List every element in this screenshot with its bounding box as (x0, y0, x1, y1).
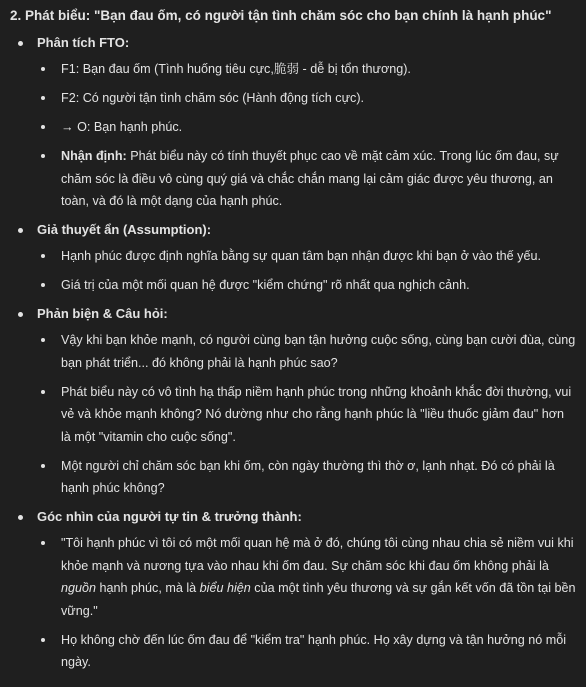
list-item (37, 274, 576, 297)
sub-list (37, 532, 576, 674)
item-text: Vậy khi bạn khỏe mạnh, có người cùng bạn tận hưởng cuộc sống, cùng bạn cười đùa, cùng bạn phát triển... đó không phải là hạnh phúc sao? (61, 333, 576, 370)
list-item (37, 629, 576, 674)
section-critique (10, 303, 576, 500)
item-text: Phát biểu này có tính thuyết phục cao về mặt cảm xúc. Trong lúc ốm đau, sự chăm sóc là điều vô cùng quý giá và chắc chắn mang lại cảm giác được yêu thương, an toàn, và đó là một dạng của hạnh phúc. (61, 149, 559, 208)
item-text: Hạnh phúc được định nghĩa bằng sự quan tâm bạn nhận được khi bạn ở vào thế yếu. (61, 249, 541, 263)
list-item (37, 116, 576, 139)
list-item (37, 455, 576, 500)
sub-list (37, 245, 576, 297)
section-mature-perspective (10, 506, 576, 674)
section-assumption (10, 219, 576, 297)
list-item (37, 532, 576, 622)
list-item (37, 145, 576, 213)
quote-text: của một tình yêu thương và sự gắn kết vốn đã tồn tại bền vững." (61, 581, 576, 618)
quote-text: hạnh phúc, mà là (96, 581, 200, 595)
list-item (37, 58, 576, 81)
item-text: → O: Bạn hạnh phúc. (61, 120, 183, 134)
item-text: Một người chỉ chăm sóc bạn khi ốm, còn ngày thường thì thờ ơ, lạnh nhạt. Đó có phải là hạnh phúc không? (61, 458, 555, 495)
sub-list (37, 329, 576, 500)
quote-emphasis: nguồn (61, 581, 97, 595)
section-heading: 2. Phát biểu: "Bạn đau ốm, có người tận tình chăm sóc cho bạn chính là hạnh phúc" (10, 8, 552, 23)
item-text: Họ không chờ đến lúc ốm đau để "kiểm tra" hạnh phúc. Họ xây dựng và tận hưởng nó mỗi ngày. (61, 632, 567, 669)
quote-text: "Tôi hạnh phúc vì tôi có một mối quan hệ mà ở đó, chúng tôi cùng nhau chia sẻ niềm vui khi khỏe mạnh và nương tựa vào nhau khi ốm đau. Sự chăm sóc khi đau ốm không phải là (61, 536, 574, 573)
main-list (10, 32, 576, 674)
section-title: Phân tích FTO: (37, 35, 130, 50)
sub-list (37, 58, 576, 213)
section-title: Góc nhìn của người tự tin & trưởng thành: (37, 509, 302, 524)
section-title: Phản biện & Câu hỏi: (37, 306, 168, 321)
list-item (37, 329, 576, 374)
item-text: Phát biểu này có vô tình hạ thấp niềm hạnh phúc trong những khoảnh khắc đời thường, vui vẻ và khỏe mạnh không? Nó dường như cho rằng hạnh phúc là "liều thuốc giảm đau" hơn là một "vitamin cho cuộc sống". (61, 384, 572, 444)
list-item (37, 245, 576, 268)
quote-emphasis: biểu hiện (199, 581, 251, 595)
section-fto-analysis (10, 32, 576, 213)
item-text: Giá trị của một mối quan hệ được "kiểm chứng" rõ nhất qua nghịch cảnh. (61, 278, 470, 292)
item-text: F1: Bạn đau ốm (Tình huống tiêu cực,脆弱 - dễ bị tổn thương). (61, 62, 411, 76)
section-title: Giả thuyết ẩn (Assumption): (37, 222, 212, 237)
list-item (37, 87, 576, 110)
item-label: Nhận định: (61, 149, 127, 163)
item-text: F2: Có người tận tình chăm sóc (Hành động tích cực). (61, 91, 365, 105)
list-item (37, 381, 576, 449)
